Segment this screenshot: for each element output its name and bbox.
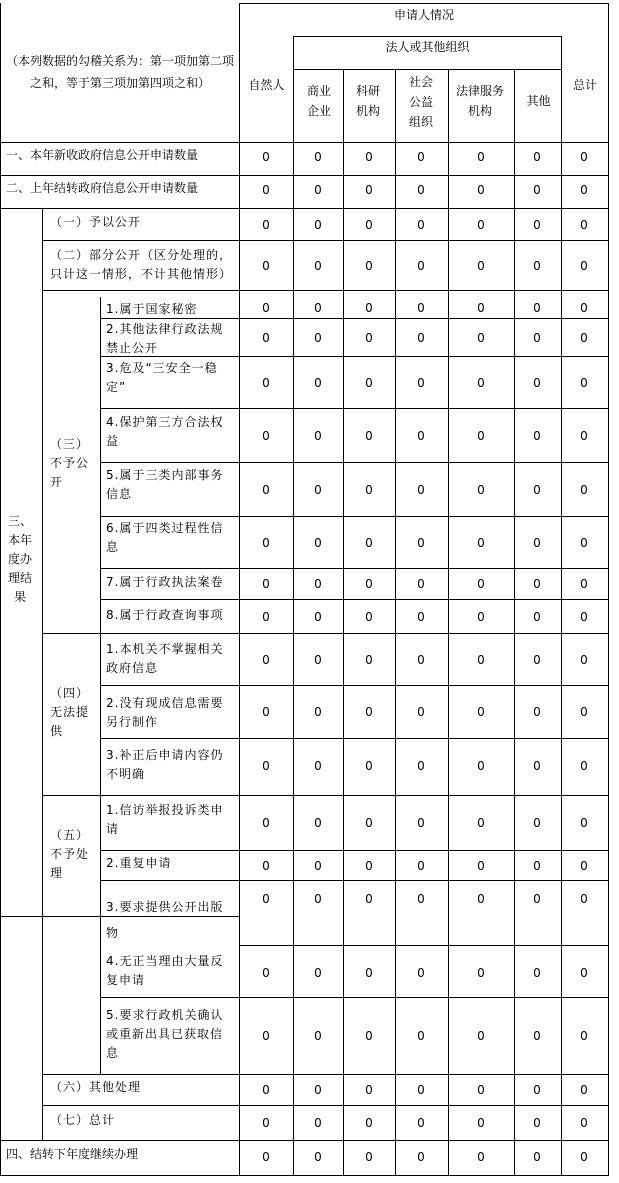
value-cell: 0	[365, 150, 373, 164]
table-rule-h	[42, 795, 609, 796]
value-cell: 0	[314, 301, 322, 315]
table-rule-h	[100, 568, 609, 569]
value-cell: 0	[477, 610, 485, 624]
table-rule-h	[293, 69, 562, 70]
value-cell: 0	[533, 259, 541, 273]
value-cell: 0	[417, 759, 425, 773]
table-rule-h	[239, 945, 609, 946]
header-legal-service: 法律服务机构	[455, 84, 504, 118]
value-cell: 0	[314, 892, 322, 906]
value-cell: 0	[477, 376, 485, 390]
value-cell: 0	[477, 483, 485, 497]
value-cell: 0	[365, 1116, 373, 1130]
value-cell: 0	[580, 966, 588, 980]
value-cell: 0	[365, 966, 373, 980]
table-rule-h	[0, 208, 609, 209]
value-cell: 0	[365, 816, 373, 830]
value-cell: 0	[314, 1083, 322, 1097]
table-rule-h	[42, 240, 609, 241]
g4-item: 1.本机关不掌握相关政府信息	[106, 642, 224, 675]
g3-item: 3.危及“三安全一稳定”	[106, 361, 218, 394]
table-rule-v	[293, 36, 294, 144]
value-cell: 0	[477, 1116, 485, 1130]
value-cell: 0	[417, 259, 425, 273]
value-cell: 0	[417, 892, 425, 906]
value-cell: 0	[580, 1029, 588, 1043]
value-cell: 0	[580, 259, 588, 273]
g3-item: 5.属于三类内部事务信息	[106, 468, 224, 501]
value-cell: 0	[533, 577, 541, 591]
value-cell: 0	[533, 183, 541, 197]
value-cell: 0	[365, 536, 373, 550]
group-unable-to-provide: （四）无法提供	[50, 686, 90, 738]
table-rule-v	[100, 297, 101, 917]
value-cell: 0	[477, 183, 485, 197]
value-cell: 0	[533, 653, 541, 667]
value-cell: 0	[262, 816, 270, 830]
table-rule-h	[0, 142, 609, 143]
value-cell: 0	[477, 705, 485, 719]
value-cell: 0	[580, 759, 588, 773]
value-cell: 0	[262, 218, 270, 232]
value-cell: 0	[262, 577, 270, 591]
value-cell: 0	[314, 259, 322, 273]
value-cell: 0	[417, 331, 425, 345]
value-cell: 0	[580, 705, 588, 719]
value-cell: 0	[533, 759, 541, 773]
table-rule-h	[100, 599, 609, 600]
row-new-requests: 一、本年新收政府信息公开申请数量	[6, 148, 199, 162]
value-cell: 0	[314, 859, 322, 873]
value-cell: 0	[580, 376, 588, 390]
value-cell: 0	[314, 1029, 322, 1043]
value-cell: 0	[417, 705, 425, 719]
value-cell: 0	[262, 892, 270, 906]
value-cell: 0	[314, 429, 322, 443]
value-cell: 0	[580, 1083, 588, 1097]
value-cell: 0	[580, 892, 588, 906]
value-cell: 0	[314, 1116, 322, 1130]
table-rule-v	[395, 69, 396, 1176]
value-cell: 0	[314, 577, 322, 591]
table-rule-h	[42, 290, 609, 291]
header-other: 其他	[526, 94, 551, 108]
header-natural-person: 自然人	[248, 78, 285, 92]
value-cell: 0	[417, 610, 425, 624]
value-cell: 0	[314, 705, 322, 719]
value-cell: 0	[533, 1029, 541, 1043]
value-cell: 0	[477, 577, 485, 591]
value-cell: 0	[533, 331, 541, 345]
value-cell: 0	[417, 1083, 425, 1097]
value-cell: 0	[314, 218, 322, 232]
value-cell: 0	[477, 331, 485, 345]
value-cell: 0	[417, 183, 425, 197]
value-cell: 0	[533, 816, 541, 830]
table-rule-h	[0, 175, 609, 176]
g5-item: 2.重复申请	[106, 856, 172, 870]
value-cell: 0	[314, 183, 322, 197]
value-cell: 0	[417, 816, 425, 830]
value-cell: 0	[262, 150, 270, 164]
g4-item: 2.没有现成信息需要另行制作	[106, 696, 224, 729]
g5-item: 4.无正当理由大量反复申请	[106, 954, 224, 987]
value-cell: 0	[262, 376, 270, 390]
value-cell: 0	[477, 859, 485, 873]
value-cell: 0	[477, 301, 485, 315]
value-cell: 0	[365, 483, 373, 497]
table-rule-h	[0, 1140, 609, 1141]
value-cell: 0	[314, 331, 322, 345]
value-cell: 0	[262, 536, 270, 550]
value-cell: 0	[262, 483, 270, 497]
table-rule-h	[42, 1074, 609, 1075]
table-rule-v	[239, 3, 240, 1176]
g3-item: 8.属于行政查询事项	[106, 608, 224, 622]
header-legal-persons: 法人或其他组织	[385, 40, 470, 54]
value-cell: 0	[533, 483, 541, 497]
g3-item: 7.属于行政执法案卷	[106, 575, 224, 589]
value-cell: 0	[580, 653, 588, 667]
value-cell: 0	[533, 150, 541, 164]
value-cell: 0	[533, 1116, 541, 1130]
value-cell: 0	[314, 759, 322, 773]
table-rule-v	[448, 69, 449, 1176]
value-cell: 0	[262, 705, 270, 719]
header-total: 总计	[572, 78, 597, 92]
value-cell: 0	[580, 331, 588, 345]
value-cell: 0	[417, 966, 425, 980]
value-cell: 0	[533, 859, 541, 873]
value-cell: 0	[365, 892, 373, 906]
value-cell: 0	[580, 536, 588, 550]
value-cell: 0	[533, 1150, 541, 1164]
g5-item: 1.信访举报投诉类申请	[106, 803, 224, 836]
value-cell: 0	[580, 610, 588, 624]
header-applicant-situation: 申请人情况	[393, 8, 454, 22]
value-cell: 0	[262, 331, 270, 345]
value-cell: 0	[580, 1150, 588, 1164]
value-cell: 0	[365, 1083, 373, 1097]
value-cell: 0	[314, 816, 322, 830]
value-cell: 0	[365, 376, 373, 390]
value-cell: 0	[580, 429, 588, 443]
value-cell: 0	[365, 301, 373, 315]
value-cell: 0	[262, 1083, 270, 1097]
value-cell: 0	[533, 892, 541, 906]
table-rule-h	[100, 462, 609, 463]
value-cell: 0	[580, 483, 588, 497]
value-cell: 0	[477, 536, 485, 550]
value-cell: 0	[417, 301, 425, 315]
value-cell: 0	[417, 483, 425, 497]
value-cell: 0	[365, 653, 373, 667]
value-cell: 0	[314, 653, 322, 667]
g3-item: 6.属于四类过程性信息	[106, 521, 224, 554]
value-cell: 0	[477, 218, 485, 232]
value-cell: 0	[365, 218, 373, 232]
value-cell: 0	[533, 610, 541, 624]
value-cell: 0	[262, 759, 270, 773]
value-cell: 0	[314, 150, 322, 164]
table-rule-v	[608, 3, 609, 1176]
group-disclosed: （一）予以公开	[50, 215, 142, 229]
table-rule-v	[0, 3, 1, 1176]
value-cell: 0	[365, 610, 373, 624]
value-cell: 0	[533, 705, 541, 719]
table-rule-h	[100, 408, 609, 409]
value-cell: 0	[365, 183, 373, 197]
row-carried-over: 二、上年结转政府信息公开申请数量	[6, 181, 199, 195]
value-cell: 0	[365, 759, 373, 773]
table-rule-h	[100, 850, 609, 851]
value-cell: 0	[477, 150, 485, 164]
g3-item: 2.其他法律行政法规禁止公开	[106, 322, 224, 355]
header-research: 科研机构	[355, 84, 380, 118]
value-cell: 0	[417, 536, 425, 550]
value-cell: 0	[262, 429, 270, 443]
value-cell: 0	[477, 259, 485, 273]
value-cell: 0	[314, 610, 322, 624]
value-cell: 0	[262, 1029, 270, 1043]
value-cell: 0	[533, 1083, 541, 1097]
value-cell: 0	[365, 859, 373, 873]
value-cell: 0	[417, 150, 425, 164]
value-cell: 0	[580, 859, 588, 873]
value-cell: 0	[580, 816, 588, 830]
header-public-welfare: 社会公益组织	[408, 75, 433, 129]
table-rule-h	[100, 880, 609, 881]
value-cell: 0	[365, 1029, 373, 1043]
value-cell: 0	[417, 1116, 425, 1130]
value-cell: 0	[314, 1150, 322, 1164]
value-cell: 0	[533, 536, 541, 550]
value-cell: 0	[417, 1029, 425, 1043]
table-rule-h	[100, 318, 609, 319]
group-not-disclosed: （三）不予公开	[50, 437, 90, 489]
value-cell: 0	[477, 892, 485, 906]
table-rule-v	[42, 209, 43, 1141]
value-cell: 0	[365, 259, 373, 273]
value-cell: 0	[533, 429, 541, 443]
table-rule-v	[100, 917, 101, 1075]
value-cell: 0	[477, 759, 485, 773]
value-cell: 0	[580, 301, 588, 315]
value-cell: 0	[417, 653, 425, 667]
table-rule-h	[239, 3, 609, 4]
value-cell: 0	[533, 376, 541, 390]
value-cell: 0	[477, 653, 485, 667]
row-carry-forward: 四、结转下年度继续办理	[6, 1147, 139, 1161]
table-rule-h	[100, 516, 609, 517]
table-rule-v	[514, 69, 515, 1176]
value-cell: 0	[365, 577, 373, 591]
table-rule-v	[293, 36, 294, 1176]
value-cell: 0	[417, 429, 425, 443]
value-cell: 0	[477, 966, 485, 980]
table-rule-h	[100, 685, 609, 686]
value-cell: 0	[262, 1150, 270, 1164]
g5-item: 3.要求提供公开出版物	[106, 900, 224, 940]
value-cell: 0	[262, 259, 270, 273]
group-total: （七）总计	[50, 1113, 116, 1127]
value-cell: 0	[314, 966, 322, 980]
value-cell: 0	[417, 577, 425, 591]
value-cell: 0	[262, 610, 270, 624]
table-rule-v	[343, 69, 344, 1176]
table-rule-h	[293, 36, 562, 37]
value-cell: 0	[314, 376, 322, 390]
value-cell: 0	[533, 301, 541, 315]
value-cell: 0	[580, 1116, 588, 1130]
value-cell: 0	[580, 150, 588, 164]
g4-item: 3.补正后申请内容仍不明确	[106, 748, 224, 781]
row-results: 三、本年度办理结果	[7, 514, 32, 604]
value-cell: 0	[477, 1083, 485, 1097]
value-cell: 0	[417, 859, 425, 873]
header-commercial: 商业企业	[306, 84, 331, 118]
value-cell: 0	[365, 1150, 373, 1164]
value-cell: 0	[262, 653, 270, 667]
table-rule-h	[42, 1105, 609, 1106]
value-cell: 0	[533, 218, 541, 232]
value-cell: 0	[477, 1029, 485, 1043]
value-cell: 0	[417, 218, 425, 232]
value-cell: 0	[262, 1116, 270, 1130]
value-cell: 0	[262, 966, 270, 980]
value-cell: 0	[477, 816, 485, 830]
group-not-processed: （五）不予处理	[50, 828, 90, 880]
value-cell: 0	[365, 331, 373, 345]
value-cell: 0	[262, 183, 270, 197]
table-rule-v	[561, 36, 562, 144]
table-rule-h	[0, 1175, 609, 1176]
table-rule-h	[0, 916, 239, 917]
table-rule-h	[100, 738, 609, 739]
g3-item: 1.属于国家秘密	[106, 302, 198, 316]
value-cell: 0	[477, 429, 485, 443]
table-rule-h	[42, 633, 609, 634]
value-cell: 0	[262, 859, 270, 873]
value-cell: 0	[262, 301, 270, 315]
value-cell: 0	[365, 705, 373, 719]
g3-item: 4.保护第三方合法权益	[106, 415, 224, 448]
g5-item: 5.要求行政机关确认或重新出具已获取信息	[106, 1008, 224, 1060]
table-rule-h	[100, 356, 609, 357]
value-cell: 0	[477, 1150, 485, 1164]
value-cell: 0	[580, 577, 588, 591]
value-cell: 0	[580, 183, 588, 197]
value-cell: 0	[417, 376, 425, 390]
value-cell: 0	[580, 218, 588, 232]
group-other-handling: （六）其他处理	[50, 1080, 142, 1094]
value-cell: 0	[365, 429, 373, 443]
value-cell: 0	[417, 1150, 425, 1164]
header-note: （本列数据的勾稽关系为：第一项加第二项之和，等于第三项加第四项之和）	[5, 54, 234, 90]
group-partial: （二）部分公开（区分处理的，只计这一情形，不计其他情形）	[50, 248, 233, 281]
value-cell: 0	[314, 483, 322, 497]
value-cell: 0	[314, 536, 322, 550]
value-cell: 0	[533, 966, 541, 980]
table-rule-h	[100, 997, 609, 998]
table-rule-v	[561, 36, 562, 1176]
